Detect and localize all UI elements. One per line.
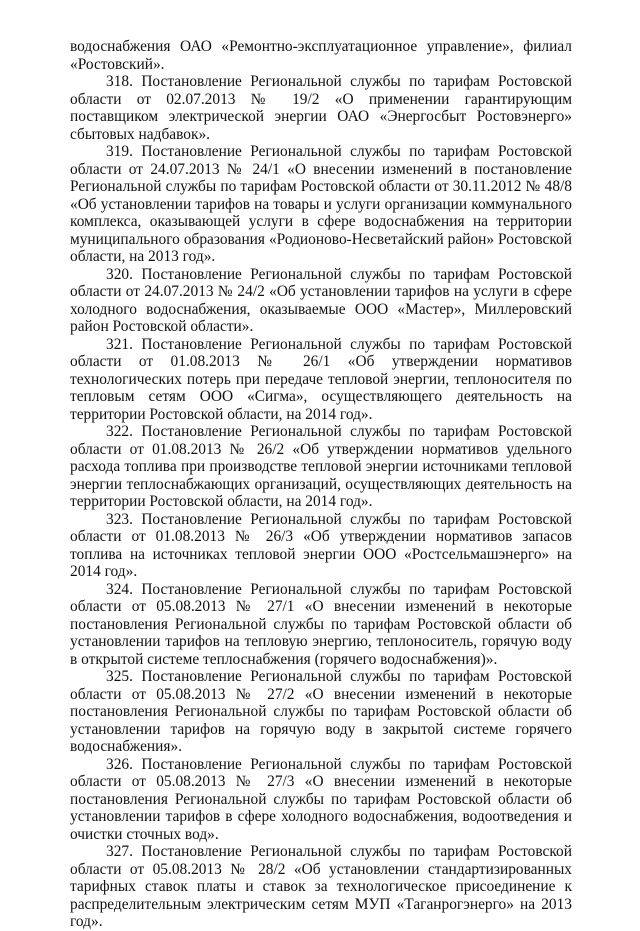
list-item-318: 318. Постановление Региональной службы по тарифам Ростовской области от 02.07.2013 № 19/2 «О применении гарантирующим поставщиком электрической энергии ОАО «Энергосбыт Ростовэнерго» сбытовых надбавок». — [70, 73, 572, 143]
document-page — [70, 38, 572, 931]
list-item-321: 321. Постановление Региональной службы по тарифам Ростовской области от 01.08.2013 № 26/1 «Об утверждении нормативов технологических потерь при передаче тепловой энергии, теплоносителя по тепловым сетям ООО «Сигма», осуществляющего деятельность на территории Ростовской области, на 2014 год». — [70, 335, 572, 423]
list-item-322: 322. Постановление Региональной службы по тарифам Ростовской области от 01.08.2013 № 26/2 «Об утверждении нормативов удельного расхода топлива при производстве тепловой энергии источниками тепловой энергии теплоснабжающих организаций, осуществляющих деятельность на территории Ростовской области, на 2014 год». — [70, 423, 572, 510]
list-item-319: 319. Постановление Региональной службы по тарифам Ростовской области от 24.07.2013 № 24/1 «О внесении изменений в постановление Региональной службы по тарифам Ростовской области от 30.11.2012 № 48/8 «Об установлении тарифов на товары и услуги организации коммунального комплекса, оказывающей услуги в сфере водоснабжения на территории муниципального образования «Родионово-Несветайский район» Ростовской области, на 2013 год». — [70, 143, 572, 265]
list-item-327: 327. Постановление Региональной службы по тарифам Ростовской области от 05.08.2013 № 28/2 «Об установлении стандартизированных тарифных ставок платы и ставок за технологическое присоединение к распределительным электрическим сетям МУП «Таганрогэнерго» на 2013 год». — [70, 843, 572, 930]
list-item-326: 326. Постановление Региональной службы по тарифам Ростовской области от 05.08.2013 № 27/3 «О внесении изменений в некоторые постановления Региональной службы по тарифам Ростовской области об установлении тарифов в сфере холодного водоснабжения, водоотведения и очистки сточных вод». — [70, 755, 572, 843]
list-item-324: 324. Постановление Региональной службы по тарифам Ростовской области от 05.08.2013 № 27/1 «О внесении изменений в некоторые постановления Региональной службы по тарифам Ростовской области об установлении тарифов на тепловую энергию, теплоноситель, горячую воду в открытой системе теплоснабжения (горячего водоснабжения)». — [70, 580, 572, 668]
continuation-paragraph: водоснабжения ОАО «Ремонтно-эксплуатационное управление», филиал «Ростовский». — [70, 38, 572, 73]
list-item-323: 323. Постановление Региональной службы по тарифам Ростовской области от 01.08.2013 № 26/3 «Об утверждении нормативов запасов топлива на источниках тепловой энергии ООО «Ростсельмашэнерго» на 2014 год». — [70, 510, 572, 580]
list-item-325: 325. Постановление Региональной службы по тарифам Ростовской области от 05.08.2013 № 27/2 «О внесении изменений в некоторые постановления Региональной службы по тарифам Ростовской области об установлении тарифов на горячую воду в закрытой системе горячего водоснабжения». — [70, 668, 572, 755]
list-item-320: 320. Постановление Региональной службы по тарифам Ростовской области от 24.07.2013 № 24/2 «Об установлении тарифов на услуги в сфере холодного водоснабжения, оказываемые ООО «Мастер», Миллеровский район Ростовской области». — [70, 265, 572, 335]
